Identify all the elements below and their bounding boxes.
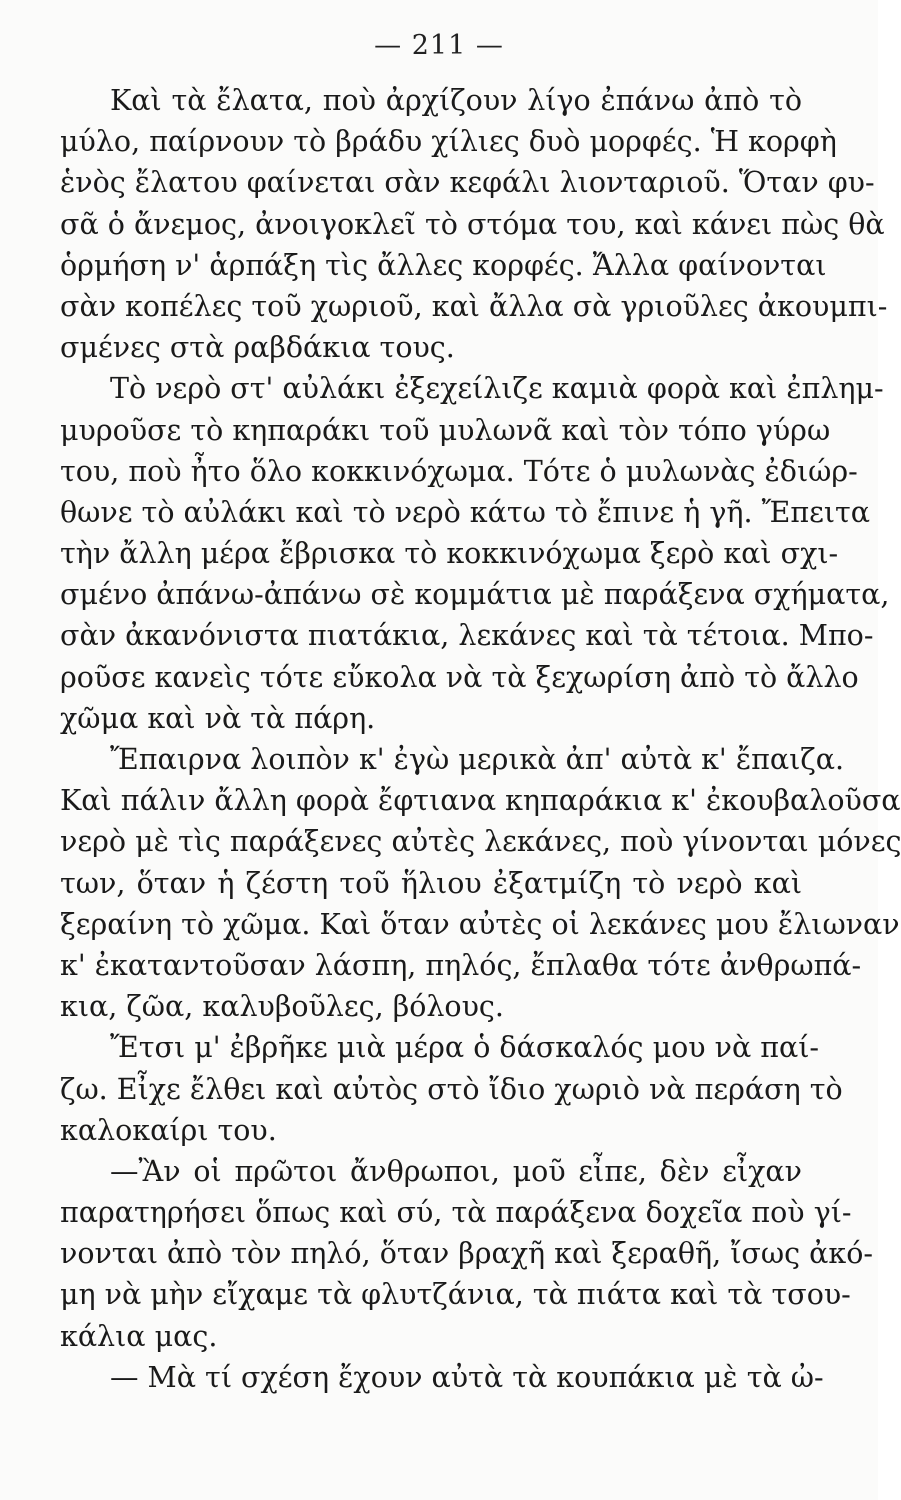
text-line: κ' ἐκαταντοῦσαν λάσπη, πηλός, ἔπλαθα τότε ἀνθρωπά- xyxy=(60,948,862,982)
text-line: του, ποὺ ἦτο ὅλο κοκκινόχωμα. Τότε ὁ μυλωνὰς ἐδιώρ- xyxy=(60,454,858,488)
text-line: σᾶ ὁ ἄνεμος, ἀνοιγοκλεῖ τὸ στόμα του, καὶ κάνει πὼς θὰ xyxy=(60,207,885,241)
text-line: ὁρμήση ν' ἁρπάξη τὶς ἄλλες κορφές. Ἄλλα φαίνονται xyxy=(60,248,827,282)
text-line: τὴν ἄλλη μέρα ἔβρισκα τὸ κοκκινόχωμα ξερὸ καὶ σχι- xyxy=(60,537,839,571)
text-line: σὰν κοπέλες τοῦ χωριοῦ, καὶ ἄλλα σὰ γριοῦλες ἀκουμπι- xyxy=(60,289,888,323)
text-line: ζω. Εἶχε ἔλθει καὶ αὐτὸς στὸ ἴδιο χωριὸ νὰ περάση τὸ xyxy=(60,1072,843,1106)
page-number: — 211 — xyxy=(374,30,504,61)
text-line: νερὸ μὲ τὶς παράξενες αὐτὲς λεκάνες, ποὺ γίνονται μόνες xyxy=(60,825,901,859)
text-line: ροῦσε κανεὶς τότε εὔκολα νὰ τὰ ξεχωρίση ἀπὸ τὸ ἄλλο xyxy=(60,660,859,694)
text-line: Τὸ νερὸ στ' αὐλάκι ἐξεχείλιζε καμιὰ φορὰ καὶ ἐπλημ- xyxy=(110,372,884,406)
text-line: —Ἂν οἱ πρῶτοι ἄνθρωποι, μοῦ εἶπε, δὲν εἶχαν xyxy=(110,1154,802,1188)
text-line: των, ὅταν ἡ ζέστη τοῦ ἥλιου ἐξατμίζη τὸ νερὸ καὶ xyxy=(60,866,802,900)
text-line: θωνε τὸ αὐλάκι καὶ τὸ νερὸ κάτω τὸ ἔπινε ἡ γῆ. Ἔπειτα xyxy=(60,495,871,529)
text-line: νονται ἀπὸ τὸν πηλό, ὅταν βραχῆ καὶ ξεραθῆ, ἴσως ἀκό- xyxy=(60,1237,873,1271)
text-line: κάλια μας. xyxy=(60,1319,218,1353)
page-text xyxy=(60,80,901,1398)
text-line: καλοκαίρι του. xyxy=(60,1113,277,1147)
text-line: σμένες στὰ ραβδάκια τους. xyxy=(60,331,455,365)
text-line: μη νὰ μὴν εἴχαμε τὰ φλυτζάνια, τὰ πιάτα καὶ τὰ τσου- xyxy=(60,1278,851,1312)
text-line: ἑνὸς ἔλατου φαίνεται σὰν κεφάλι λιονταριοῦ. Ὅταν φυ- xyxy=(60,166,875,200)
text-line: Ἔπαιρνα λοιπὸν κ' ἐγὼ μερικὰ ἀπ' αὐτὰ κ' ἔπαιζα. xyxy=(110,743,845,776)
text-line: σὰν ἀκανόνιστα πιατάκια, λεκάνες καὶ τὰ τέτοια. Μπο- xyxy=(60,619,874,653)
text-line: Ἔτσι μ' ἐβρῆκε μιὰ μέρα ὁ δάσκαλός μου νὰ παί- xyxy=(110,1031,820,1065)
text-line: Καὶ πάλιν ἄλλη φορὰ ἔφτιανα κηπαράκια κ' ἐκουβαλοῦσα xyxy=(60,784,901,818)
text-line: παρατηρήσει ὅπως καὶ σύ, τὰ παράξενα δοχεῖα ποὺ γί- xyxy=(60,1196,852,1230)
text-line: Καὶ τὰ ἔλατα, ποὺ ἀρχίζουν λίγο ἐπάνω ἀπὸ τὸ xyxy=(110,84,802,117)
text-line: χῶμα καὶ νὰ τὰ πάρη. xyxy=(60,701,376,735)
text-line: μύλο, παίρνουν τὸ βράδυ χίλιες δυὸ μορφές. Ἡ κορφὴ xyxy=(60,125,837,159)
text-line: σμένο ἀπάνω-ἀπάνω σὲ κομμάτια μὲ παράξενα σχήματα, xyxy=(60,578,890,612)
text-line: — Μὰ τί σχέση ἔχουν αὐτὰ τὰ κουπάκια μὲ τὰ ὠ- xyxy=(110,1360,824,1394)
text-line: ξεραίνη τὸ χῶμα. Καὶ ὅταν αὐτὲς οἱ λεκάνες μου ἔλιωναν xyxy=(60,907,900,941)
text-line: κια, ζῶα, καλυβοῦλες, βόλους. xyxy=(60,990,504,1024)
text-line: μυροῦσε τὸ κηπαράκι τοῦ μυλωνᾶ καὶ τὸν τόπο γύρω xyxy=(60,413,831,447)
